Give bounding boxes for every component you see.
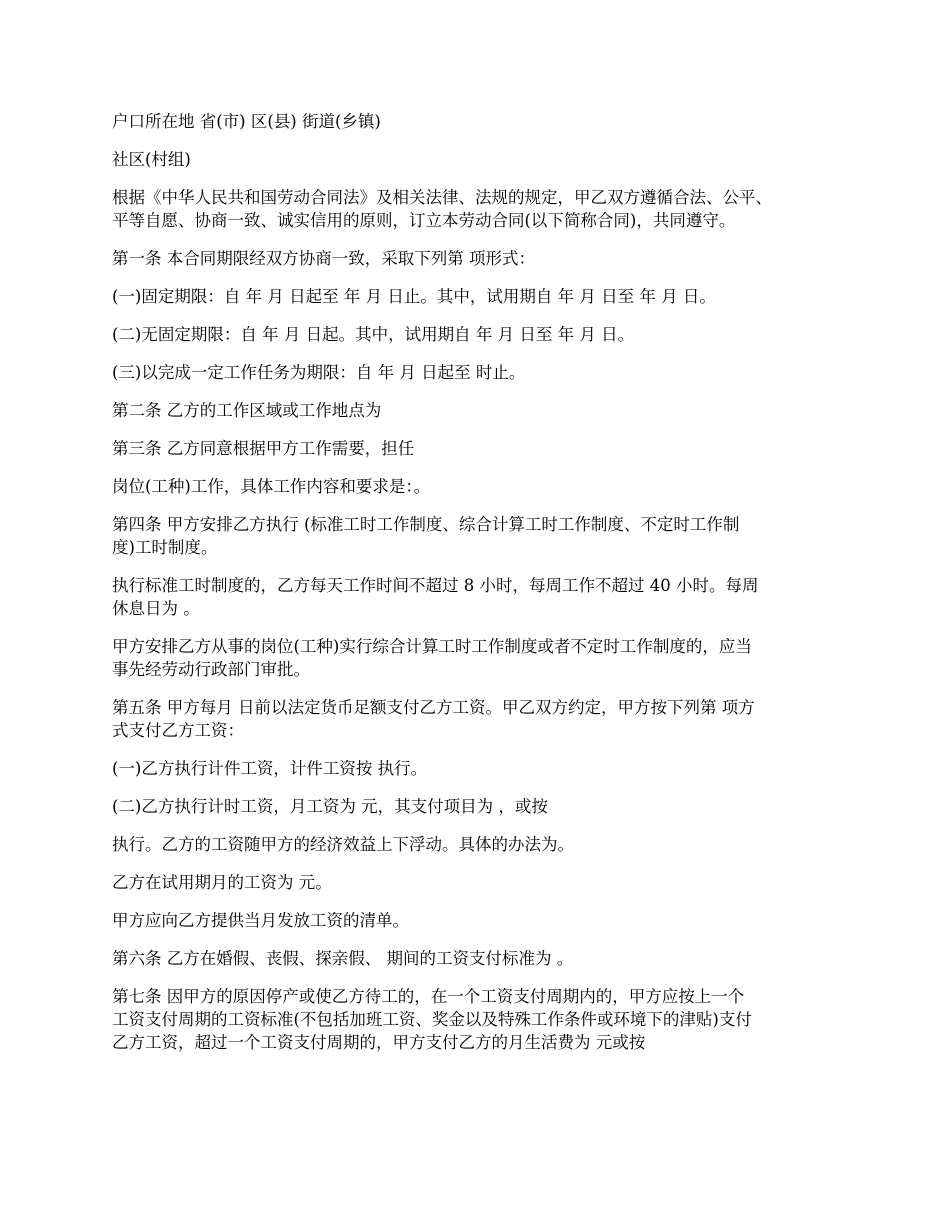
paragraph-household-registration xyxy=(112,110,854,133)
paragraph-time-wage xyxy=(112,795,854,818)
text-line: 第六条 乙方在婚假、丧假、探亲假、 期间的工资支付标准为 。 xyxy=(112,949,574,968)
text-line: 工资支付周期的工资标准(不包括加班工资、奖金以及特殊工作条件或环境下的津贴)支付 xyxy=(112,1010,752,1029)
text-line: 第三条 乙方同意根据甲方工作需要，担任 xyxy=(112,439,415,458)
text-line: 甲方应向乙方提供当月发放工资的清单。 xyxy=(112,911,409,930)
paragraph-wage-slip xyxy=(112,909,854,932)
text-line: 乙方在试用期月的工资为 元。 xyxy=(112,873,332,892)
paragraph-article-1 xyxy=(112,247,854,270)
text-line: (三)以完成一定工作任务为期限：自 年 月 日起至 时止。 xyxy=(112,363,526,382)
paragraph-task-term xyxy=(112,361,854,384)
paragraph-position xyxy=(112,475,854,498)
paragraph-article-3 xyxy=(112,437,854,460)
paragraph-article-6 xyxy=(112,947,854,970)
paragraph-preamble xyxy=(112,186,854,232)
paragraph-article-5 xyxy=(112,696,854,742)
text-line: 第四条 甲方安排乙方执行 (标准工时工作制度、综合计算工时工作制度、不定时工作制 xyxy=(112,515,740,534)
text-line: 社区(村组) xyxy=(112,150,191,169)
text-line: 式支付乙方工资： xyxy=(112,721,244,740)
paragraph-standard-hours xyxy=(112,574,854,620)
text-line: 第七条 因甲方的原因停产或使乙方待工的，在一个工资支付周期内的，甲方应按上一个 xyxy=(112,987,745,1006)
text-line: 乙方工资，超过一个工资支付周期的，甲方支付乙方的月生活费为 元或按 xyxy=(112,1033,646,1052)
paragraph-article-7 xyxy=(112,985,854,1054)
paragraph-fixed-term xyxy=(112,285,854,308)
text-line: 岗位(工种)工作，具体工作内容和要求是：。 xyxy=(112,477,431,496)
paragraph-wage-float xyxy=(112,833,854,856)
text-line: 甲方安排乙方从事的岗位(工种)实行综合计算工时工作制度或者不定时工作制度的，应当 xyxy=(112,637,752,656)
text-line: 休息日为 。 xyxy=(112,599,200,618)
text-line: (一)乙方执行计件工资，计件工资按 执行。 xyxy=(112,759,428,778)
text-line: (二)无固定期限：自 年 月 日起。其中，试用期自 年 月 日至 年 月 日。 xyxy=(112,325,635,344)
text-line: 第一条 本合同期限经双方协商一致，采取下列第 项形式： xyxy=(112,249,535,268)
text-line: 执行标准工时制度的，乙方每天工作时间不超过 8 小时，每周工作不超过 40 小时。每周 xyxy=(112,576,759,595)
text-line: 根据《中华人民共和国劳动合同法》及相关法律、法规的规定，甲乙双方遵循合法、公平、 xyxy=(112,188,772,207)
text-line: 执行。乙方的工资随甲方的经济效益上下浮动。具体的办法为。 xyxy=(112,835,574,854)
text-line: 度)工时制度。 xyxy=(112,538,218,557)
paragraph-approval xyxy=(112,635,854,681)
document-page xyxy=(112,110,854,1069)
text-line: 户口所在地 省(市) 区(县) 街道(乡镇) xyxy=(112,112,381,131)
paragraph-article-4 xyxy=(112,513,854,559)
paragraph-community xyxy=(112,148,854,171)
text-line: 平等自愿、协商一致、诚实信用的原则，订立本劳动合同(以下简称合同)，共同遵守。 xyxy=(112,211,736,230)
text-line: 第五条 甲方每月 日前以法定货币足额支付乙方工资。甲乙双方约定，甲方按下列第 项方 xyxy=(112,698,755,717)
text-line: (一)固定期限：自 年 月 日起至 年 月 日止。其中，试用期自 年 月 日至 年 月 日。 xyxy=(112,287,716,306)
paragraph-article-2 xyxy=(112,399,854,422)
paragraph-probation-wage xyxy=(112,871,854,894)
paragraph-piece-wage xyxy=(112,757,854,780)
text-line: (二)乙方执行计时工资，月工资为 元，其支付项目为 ，或按 xyxy=(112,797,548,816)
paragraph-open-term xyxy=(112,323,854,346)
text-line: 第二条 乙方的工作区域或工作地点为 xyxy=(112,401,382,420)
text-line: 事先经劳动行政部门审批。 xyxy=(112,660,310,679)
